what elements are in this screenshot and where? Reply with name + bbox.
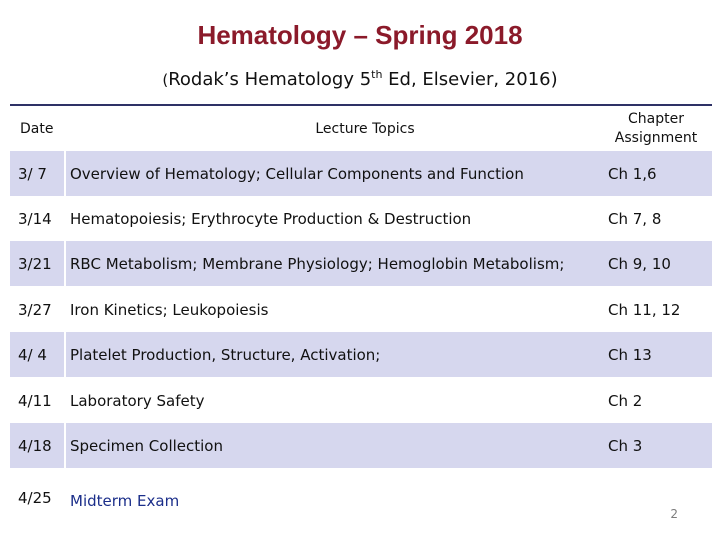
row-date: 3/27	[18, 300, 52, 319]
subtitle-sup: th	[371, 68, 383, 81]
table-row	[10, 196, 712, 241]
row-date: 4/18	[18, 436, 52, 455]
subtitle-open-paren: (	[162, 71, 169, 89]
page-number: 2	[670, 507, 678, 521]
row-topic: RBC Metabolism; Membrane Physiology; Hemoglobin Metabolism;	[70, 254, 565, 273]
row-chapter: Ch 3	[608, 436, 643, 455]
row-chapter: Ch 1,6	[608, 164, 657, 183]
table-row	[10, 423, 712, 468]
row-topic: Overview of Hematology; Cellular Components and Function	[70, 164, 524, 183]
slide-title: Hematology – Spring 2018	[197, 20, 523, 50]
textbook-reference	[0, 68, 720, 90]
row-topic: Laboratory Safety	[70, 391, 205, 410]
table-row-midterm	[10, 478, 712, 523]
header-chapter-line2: Assignment	[614, 129, 698, 146]
row-chapter: Ch 7, 8	[608, 209, 662, 228]
table-row	[10, 332, 712, 377]
subtitle-rest: Ed, Elsevier, 2016)	[382, 69, 558, 90]
table-row	[10, 151, 712, 196]
header-lecture-topics: Lecture Topics	[315, 120, 415, 137]
row-date: 3/14	[18, 209, 52, 228]
subtitle-main: Rodak’s Hematology 5	[168, 69, 372, 90]
header-date: Date	[20, 120, 54, 137]
row-chapter: Ch 9, 10	[608, 254, 671, 273]
table-row	[10, 378, 712, 423]
row-date: 3/ 7	[18, 164, 47, 183]
row-chapter: Ch 11, 12	[608, 300, 681, 319]
row-date: 4/25	[18, 489, 52, 507]
row-date: 4/11	[18, 391, 52, 410]
row-date: 3/21	[18, 254, 52, 273]
row-date: 4/ 4	[18, 345, 47, 364]
row-chapter: Ch 2	[608, 391, 643, 410]
row-topic: Hematopoiesis; Erythrocyte Production & Destruction	[70, 209, 472, 228]
row-topic-midterm: Midterm Exam	[70, 491, 180, 510]
header-chapter-line1: Chapter	[628, 110, 684, 127]
row-topic: Specimen Collection	[70, 436, 223, 455]
row-topic: Platelet Production, Structure, Activation;	[70, 345, 381, 364]
row-chapter: Ch 13	[608, 345, 652, 364]
table-row	[10, 287, 712, 332]
table-row	[10, 241, 712, 286]
column-separator	[64, 151, 66, 468]
header-chapter-assignment	[600, 106, 712, 151]
row-topic: Iron Kinetics; Leukopoiesis	[70, 300, 269, 319]
